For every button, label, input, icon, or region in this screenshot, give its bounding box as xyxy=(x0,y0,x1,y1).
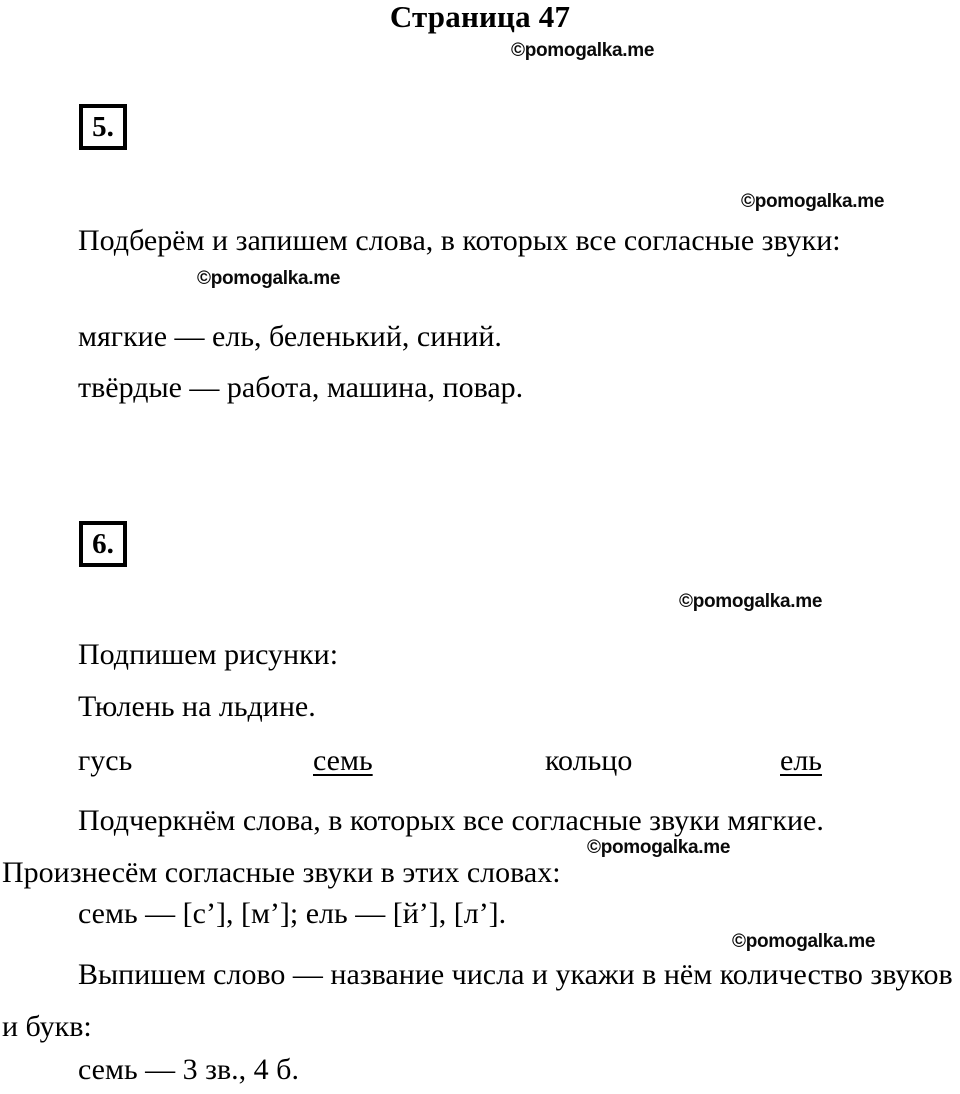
exercise-6-answer: семь — 3 зв., 4 б. xyxy=(78,1053,299,1086)
watermark-2: ©pomogalka.me xyxy=(197,268,341,289)
exercise-6-instruction: Подчеркнём слова, в которых все согласные звуки мягкие. Произнесём согласные звуки в этих словах: xyxy=(2,804,832,889)
picture-word-el: ель xyxy=(780,744,822,777)
exercise-6-transcription: семь — [с’], [м’]; ель — [й’], [л’]. xyxy=(78,897,507,930)
picture-word-row xyxy=(0,744,960,784)
exercise-number-box-6: 6. xyxy=(79,521,127,567)
watermark-1: ©pomogalka.me xyxy=(741,191,885,212)
page-title: Страница 47 xyxy=(389,0,571,34)
exercise-6-caption: Тюлень на льдине. xyxy=(78,690,316,723)
exercise-6-number-word-task: Выпишем слово — название числа и укажи в нём количество звуков и букв: xyxy=(2,958,960,1043)
watermark-5: ©pomogalka.me xyxy=(732,931,876,952)
exercise-number-box-5: 5. xyxy=(79,104,127,150)
exercise-5-hard-line: твёрдые — работа, машина, повар. xyxy=(78,371,524,404)
picture-word-gus: гусь xyxy=(78,744,133,777)
exercise-6-prompt: Подпишем рисунки: xyxy=(78,638,339,671)
watermark-3: ©pomogalka.me xyxy=(679,591,823,612)
watermark-header: ©pomogalka.me xyxy=(511,40,655,61)
exercise-5-soft-line: мягкие — ель, беленький, синий. xyxy=(78,320,502,353)
picture-word-sem: семь xyxy=(313,744,373,777)
picture-word-koltso: кольцо xyxy=(545,744,633,777)
exercise-5-prompt: Подберём и запишем слова, в которых все согласные звуки: xyxy=(78,224,841,257)
watermark-4: ©pomogalka.me xyxy=(587,837,731,858)
